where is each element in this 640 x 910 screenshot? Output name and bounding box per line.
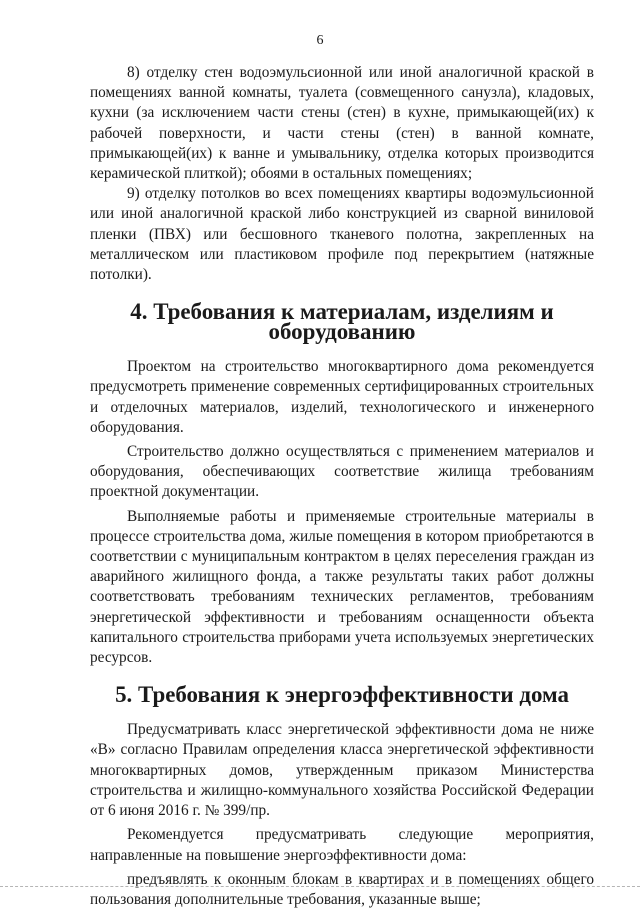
section-4-paragraph-1: Проектом на строительство многоквартирного дома рекомендуется предусмотреть применение современных сертифицированных строительных и отделочных материалов, изделий, технологического и инженерного оборудования.	[90, 358, 594, 436]
section-4-paragraph-3: Выполняемые работы и применяемые строительные материалы в процессе строительства дома, жилые помещения в котором приобретаются в соответствии с муниципальным контрактом в целях переселения граждан из аварийного жилищного фонда, а также результаты таких работ должны соответствовать требованиям технических регламентов, требованиям энергетической эффективности и требованиям оснащенности объекта капитального строительства приборами учета используемых энергетических ресурсов.	[90, 507, 594, 667]
paragraph-item-9: 9) отделку потолков во всех помещениях квартиры водоэмульсионной или иной аналогичной краской либо конструкцией из сварной виниловой пленки (ПВХ) или бесшовного тканевого полотна, закрепленных на металлическом или пластиковом профиле под перекрытием (натяжные потолки).	[90, 185, 594, 284]
section-4-heading: 4. Требования к материалам, изделиям и оборудованию	[130, 299, 554, 345]
section-5-paragraph-2: Рекомендуется предусматривать следующие мероприятия, направленные на повышение энергоэффективности дома:	[90, 826, 594, 864]
section-5-heading: 5. Требования к энергоэффективности дома	[115, 682, 569, 708]
section-5-paragraph-3: предъявлять к оконным блокам в квартирах и в помещениях общего пользования дополнительные требования, указанные выше;	[90, 870, 594, 908]
document-body	[90, 63, 594, 910]
paragraph-item-8: 8) отделку стен водоэмульсионной или иной аналогичной краской в помещениях ванной комнаты, туалета (совмещенного санузла), кладовых, кухни (за исключением части стены (стен) в кухне, примыкающей(их) к рабочей поверхности, и части стены (стен) в ванной комнате, примыкающей(их) к ванне и умывальнику, отделка которых производится керамической плиткой); обоями в остальных помещениях;	[90, 64, 594, 183]
page-number: 6	[316, 33, 324, 48]
section-5-paragraph-1: Предусматривать класс энергетической эффективности дома не ниже «В» согласно Правилам определения класса энергетической эффективности многоквартирных домов, утвержденным приказом Министерства строительства и жилищно-коммунального хозяйства Российской Федерации от 6 июня 2016 г. № 399/пр.	[90, 721, 594, 820]
section-4-paragraph-2: Строительство должно осуществляться с применением материалов и оборудования, обеспечивающих соответствие жилища требованиям проектной документации.	[90, 443, 594, 501]
page-bottom-divider	[0, 886, 640, 887]
